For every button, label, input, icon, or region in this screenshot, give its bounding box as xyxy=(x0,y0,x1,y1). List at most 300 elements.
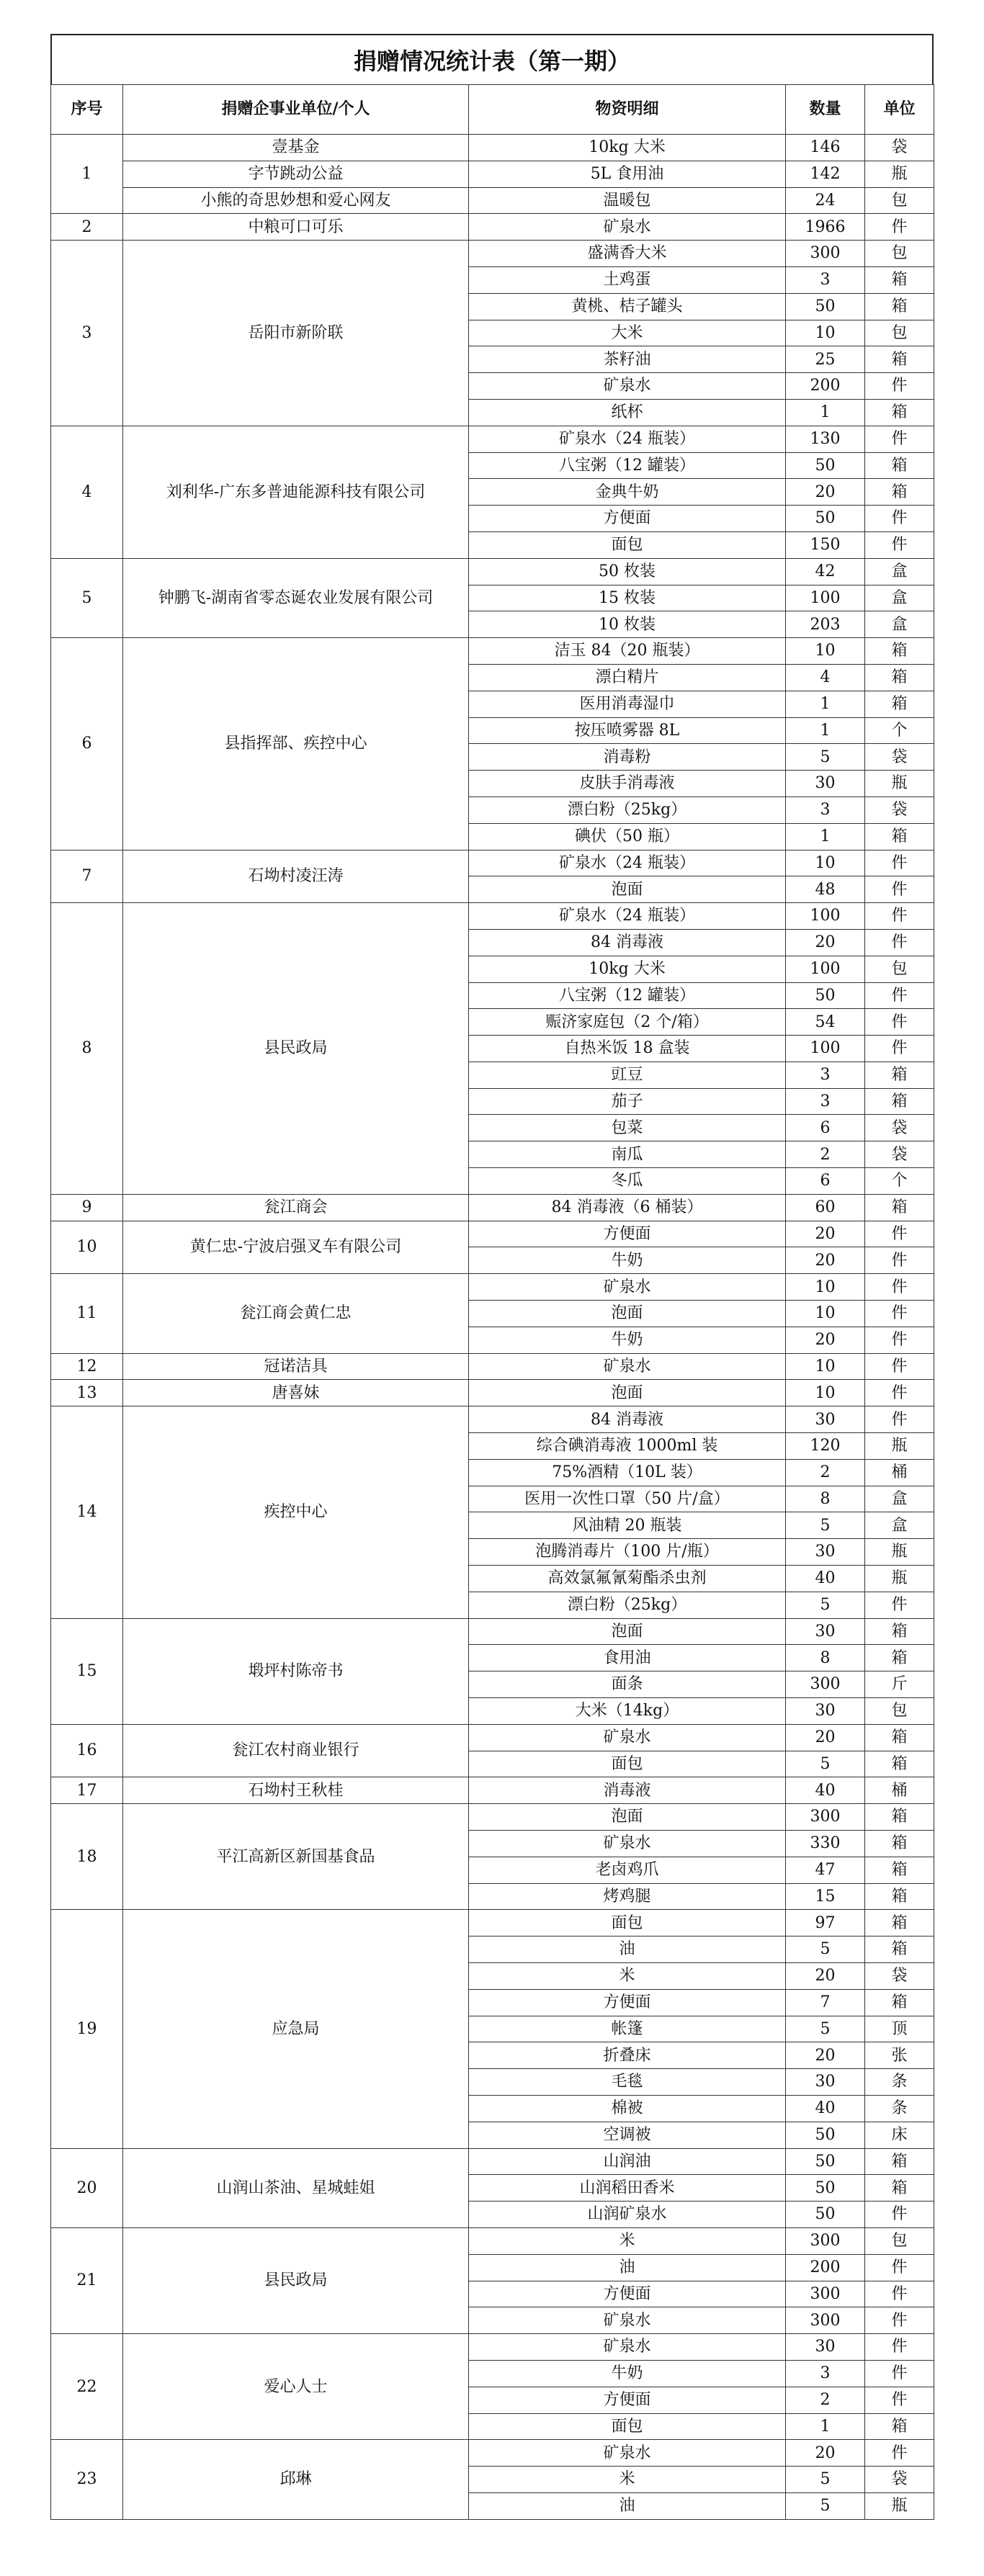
item-name: 米 xyxy=(469,1962,786,1989)
item-name: 大米（14kg） xyxy=(469,1698,786,1725)
item-unit: 件 xyxy=(865,214,934,241)
item-quantity: 20 xyxy=(786,929,865,956)
item-name: 纸杯 xyxy=(469,399,786,426)
item-name: 矿泉水 xyxy=(469,214,786,241)
item-unit: 袋 xyxy=(865,135,934,161)
item-name: 矿泉水 xyxy=(469,1831,786,1857)
donor-name: 应急局 xyxy=(123,1910,469,2148)
item-name: 茄子 xyxy=(469,1088,786,1115)
item-unit: 件 xyxy=(865,850,934,876)
item-unit: 包 xyxy=(865,956,934,982)
item-quantity: 1 xyxy=(786,399,865,426)
donor-name: 唐喜妹 xyxy=(123,1380,469,1406)
item-name: 84 消毒液（6 桶装） xyxy=(469,1194,786,1221)
item-quantity: 3 xyxy=(786,796,865,823)
item-quantity: 3 xyxy=(786,2360,865,2387)
item-name: 皮肤手消毒液 xyxy=(469,771,786,797)
item-quantity: 20 xyxy=(786,1724,865,1751)
item-unit: 袋 xyxy=(865,2467,934,2493)
item-quantity: 300 xyxy=(786,241,865,267)
item-quantity: 42 xyxy=(786,558,865,585)
item-unit: 瓶 xyxy=(865,1539,934,1566)
item-quantity: 5 xyxy=(786,2467,865,2493)
item-unit: 箱 xyxy=(865,1645,934,1671)
item-name: 矿泉水 xyxy=(469,373,786,400)
item-quantity: 300 xyxy=(786,1804,865,1831)
item-unit: 件 xyxy=(865,1301,934,1327)
row-number: 8 xyxy=(51,903,123,1195)
item-name: 矿泉水（24 瓶装） xyxy=(469,850,786,876)
item-quantity: 10 xyxy=(786,1380,865,1406)
item-unit: 床 xyxy=(865,2122,934,2148)
item-name: 牛奶 xyxy=(469,1247,786,1274)
item-name: 5L 食用油 xyxy=(469,161,786,187)
item-name: 山润稻田香米 xyxy=(469,2175,786,2202)
item-name: 10kg 大米 xyxy=(469,956,786,982)
item-name: 包菜 xyxy=(469,1115,786,1141)
table-row xyxy=(51,2148,934,2175)
item-name: 土鸡蛋 xyxy=(469,266,786,293)
table-row xyxy=(51,1777,934,1804)
item-quantity: 300 xyxy=(786,2281,865,2307)
table-row xyxy=(51,1194,934,1221)
item-name: 油 xyxy=(469,2254,786,2281)
item-name: 大米 xyxy=(469,320,786,346)
item-quantity: 6 xyxy=(786,1115,865,1141)
item-name: 碘伏（50 瓶） xyxy=(469,823,786,850)
item-unit: 瓶 xyxy=(865,1566,934,1592)
item-unit: 箱 xyxy=(865,2413,934,2440)
donor-name: 瓮江农村商业银行 xyxy=(123,1724,469,1777)
item-name: 盛满香大米 xyxy=(469,241,786,267)
item-unit: 件 xyxy=(865,426,934,452)
item-name: 10kg 大米 xyxy=(469,135,786,161)
item-unit: 件 xyxy=(865,506,934,532)
item-name: 10 枚装 xyxy=(469,611,786,638)
item-unit: 个 xyxy=(865,1168,934,1195)
item-name: 矿泉水 xyxy=(469,1724,786,1751)
item-unit: 箱 xyxy=(865,1751,934,1777)
item-quantity: 142 xyxy=(786,161,865,187)
item-quantity: 10 xyxy=(786,1353,865,1380)
donor-name: 县民政局 xyxy=(123,2227,469,2333)
item-name: 方便面 xyxy=(469,2387,786,2413)
item-name: 面包 xyxy=(469,1751,786,1777)
item-unit: 箱 xyxy=(865,346,934,373)
table-row xyxy=(51,558,934,585)
item-quantity: 7 xyxy=(786,1989,865,2016)
item-quantity: 15 xyxy=(786,1883,865,1910)
item-unit: 包 xyxy=(865,320,934,346)
table-row xyxy=(51,214,934,241)
item-quantity: 5 xyxy=(786,2492,865,2519)
item-name: 漂白粉（25kg） xyxy=(469,796,786,823)
item-unit: 箱 xyxy=(865,1883,934,1910)
table-row xyxy=(51,1804,934,1831)
item-quantity: 50 xyxy=(786,2202,865,2228)
item-unit: 箱 xyxy=(865,1804,934,1831)
item-quantity: 20 xyxy=(786,2440,865,2467)
table-row xyxy=(51,135,934,161)
donor-name: 瓮江商会 xyxy=(123,1194,469,1221)
item-name: 矿泉水（24 瓶装） xyxy=(469,903,786,930)
donor-name: 黄仁忠-宁波启强叉车有限公司 xyxy=(123,1221,469,1274)
row-number: 11 xyxy=(51,1274,123,1353)
item-name: 棉被 xyxy=(469,2095,786,2122)
item-quantity: 146 xyxy=(786,135,865,161)
donor-name: 岳阳市新阶联 xyxy=(123,241,469,426)
item-quantity: 50 xyxy=(786,2148,865,2175)
item-unit: 瓶 xyxy=(865,1433,934,1460)
item-quantity: 2 xyxy=(786,2387,865,2413)
row-number: 1 xyxy=(51,135,123,214)
item-quantity: 100 xyxy=(786,903,865,930)
item-unit: 袋 xyxy=(865,796,934,823)
item-name: 矿泉水 xyxy=(469,2334,786,2361)
item-name: 油 xyxy=(469,2492,786,2519)
item-quantity: 20 xyxy=(786,479,865,506)
item-quantity: 5 xyxy=(786,1592,865,1618)
item-name: 医用一次性口罩（50 片/盒） xyxy=(469,1486,786,1512)
item-unit: 件 xyxy=(865,2307,934,2334)
item-unit: 盒 xyxy=(865,585,934,611)
item-quantity: 4 xyxy=(786,664,865,691)
item-unit: 件 xyxy=(865,2360,934,2387)
row-number: 20 xyxy=(51,2148,123,2227)
item-unit: 个 xyxy=(865,717,934,744)
donor-name: 邱琳 xyxy=(123,2440,469,2519)
item-unit: 箱 xyxy=(865,1831,934,1857)
item-unit: 箱 xyxy=(865,823,934,850)
item-name: 油 xyxy=(469,1937,786,1963)
item-unit: 件 xyxy=(865,2334,934,2361)
donor-name: 瓮江商会黄仁忠 xyxy=(123,1274,469,1353)
item-quantity: 2 xyxy=(786,1459,865,1486)
header-item: 物资明细 xyxy=(469,85,786,135)
item-quantity: 40 xyxy=(786,1566,865,1592)
item-unit: 瓶 xyxy=(865,2492,934,2519)
item-unit: 箱 xyxy=(865,1062,934,1088)
item-name: 食用油 xyxy=(469,1645,786,1671)
item-name: 消毒粉 xyxy=(469,744,786,771)
item-name: 豇豆 xyxy=(469,1062,786,1088)
item-unit: 箱 xyxy=(865,479,934,506)
item-unit: 件 xyxy=(865,1406,934,1433)
item-name: 84 消毒液 xyxy=(469,929,786,956)
item-quantity: 10 xyxy=(786,320,865,346)
item-quantity: 5 xyxy=(786,744,865,771)
item-quantity: 20 xyxy=(786,1327,865,1353)
donor-name: 县指挥部、疾控中心 xyxy=(123,638,469,850)
item-unit: 箱 xyxy=(865,1088,934,1115)
table-row xyxy=(51,1274,934,1301)
row-number: 21 xyxy=(51,2227,123,2333)
item-quantity: 1 xyxy=(786,691,865,717)
donor-name: 县民政局 xyxy=(123,903,469,1195)
item-name: 风油精 20 瓶装 xyxy=(469,1512,786,1539)
table-row xyxy=(51,1618,934,1645)
item-quantity: 3 xyxy=(786,1062,865,1088)
item-unit: 件 xyxy=(865,1009,934,1036)
table-row xyxy=(51,1724,934,1751)
donor-name: 爱心人士 xyxy=(123,2334,469,2440)
table-row xyxy=(51,1910,934,1937)
item-quantity: 40 xyxy=(786,1777,865,1804)
table-row xyxy=(51,2334,934,2361)
item-unit: 条 xyxy=(865,2095,934,2122)
item-unit: 包 xyxy=(865,1698,934,1725)
item-name: 折叠床 xyxy=(469,2042,786,2069)
item-quantity: 20 xyxy=(786,2042,865,2069)
item-quantity: 50 xyxy=(786,2122,865,2148)
item-name: 泡面 xyxy=(469,1804,786,1831)
item-unit: 顶 xyxy=(865,2016,934,2042)
item-unit: 条 xyxy=(865,2069,934,2096)
item-name: 牛奶 xyxy=(469,2360,786,2387)
item-unit: 件 xyxy=(865,876,934,903)
item-unit: 箱 xyxy=(865,691,934,717)
item-unit: 包 xyxy=(865,187,934,214)
row-number: 4 xyxy=(51,426,123,558)
row-number: 14 xyxy=(51,1406,123,1618)
item-name: 洁玉 84（20 瓶装） xyxy=(469,638,786,665)
item-name: 50 枚装 xyxy=(469,558,786,585)
item-quantity: 203 xyxy=(786,611,865,638)
item-unit: 袋 xyxy=(865,1141,934,1168)
row-number: 16 xyxy=(51,1724,123,1777)
row-number: 12 xyxy=(51,1353,123,1380)
donation-table xyxy=(50,84,934,2520)
item-name: 医用消毒湿巾 xyxy=(469,691,786,717)
table-row xyxy=(51,1221,934,1247)
page-title: 捐赠情况统计表（第一期） xyxy=(50,34,934,84)
item-name: 茶籽油 xyxy=(469,346,786,373)
donor-name: 钟鹏飞-湖南省零态诞农业发展有限公司 xyxy=(123,558,469,637)
item-name: 泡面 xyxy=(469,1301,786,1327)
donor-name: 刘利华-广东多普迪能源科技有限公司 xyxy=(123,426,469,558)
item-name: 面包 xyxy=(469,1910,786,1937)
item-quantity: 30 xyxy=(786,2069,865,2096)
item-name: 泡面 xyxy=(469,1618,786,1645)
table-row xyxy=(51,2227,934,2254)
item-unit: 件 xyxy=(865,373,934,400)
item-quantity: 25 xyxy=(786,346,865,373)
item-unit: 箱 xyxy=(865,1618,934,1645)
donor-name: 中粮可口可乐 xyxy=(123,214,469,241)
item-unit: 包 xyxy=(865,241,934,267)
row-number: 18 xyxy=(51,1804,123,1910)
item-name: 黄桃、桔子罐头 xyxy=(469,293,786,320)
item-unit: 件 xyxy=(865,2281,934,2307)
donor-name: 山润山茶油、星城蛙姐 xyxy=(123,2148,469,2227)
item-name: 面包 xyxy=(469,2413,786,2440)
item-quantity: 330 xyxy=(786,1831,865,1857)
item-name: 自热米饭 18 盒装 xyxy=(469,1036,786,1062)
item-quantity: 48 xyxy=(786,876,865,903)
item-quantity: 1 xyxy=(786,717,865,744)
item-unit: 件 xyxy=(865,982,934,1009)
row-number: 3 xyxy=(51,241,123,426)
item-name: 帐篷 xyxy=(469,2016,786,2042)
item-quantity: 3 xyxy=(786,1088,865,1115)
item-quantity: 3 xyxy=(786,266,865,293)
item-quantity: 30 xyxy=(786,1406,865,1433)
table-row xyxy=(51,241,934,267)
item-name: 漂白粉（25kg） xyxy=(469,1592,786,1618)
item-unit: 件 xyxy=(865,2387,934,2413)
item-unit: 件 xyxy=(865,1221,934,1247)
item-name: 老卤鸡爪 xyxy=(469,1857,786,1883)
item-unit: 件 xyxy=(865,531,934,558)
item-quantity: 30 xyxy=(786,1618,865,1645)
item-unit: 件 xyxy=(865,1380,934,1406)
item-name: 15 枚装 xyxy=(469,585,786,611)
item-quantity: 300 xyxy=(786,2227,865,2254)
item-name: 矿泉水（24 瓶装） xyxy=(469,426,786,452)
item-name: 金典牛奶 xyxy=(469,479,786,506)
item-quantity: 10 xyxy=(786,850,865,876)
item-quantity: 20 xyxy=(786,1962,865,1989)
row-number: 22 xyxy=(51,2334,123,2440)
item-quantity: 5 xyxy=(786,1751,865,1777)
item-unit: 张 xyxy=(865,2042,934,2069)
item-name: 米 xyxy=(469,2227,786,2254)
item-quantity: 47 xyxy=(786,1857,865,1883)
item-name: 漂白精片 xyxy=(469,664,786,691)
donor-name: 石坳村凌汪涛 xyxy=(123,850,469,903)
item-unit: 箱 xyxy=(865,266,934,293)
item-name: 面包 xyxy=(469,531,786,558)
item-unit: 件 xyxy=(865,1274,934,1301)
row-number: 13 xyxy=(51,1380,123,1406)
item-quantity: 24 xyxy=(786,187,865,214)
donor-name: 石坳村王秋桂 xyxy=(123,1777,469,1804)
item-unit: 件 xyxy=(865,1592,934,1618)
item-unit: 箱 xyxy=(865,1989,934,2016)
item-unit: 件 xyxy=(865,1327,934,1353)
item-name: 高效氯氟氰菊酯杀虫剂 xyxy=(469,1566,786,1592)
item-name: 矿泉水 xyxy=(469,1274,786,1301)
item-name: 按压喷雾器 8L xyxy=(469,717,786,744)
table-row xyxy=(51,903,934,930)
row-number: 19 xyxy=(51,1910,123,2148)
item-unit: 件 xyxy=(865,903,934,930)
item-name: 方便面 xyxy=(469,2281,786,2307)
table-row xyxy=(51,1353,934,1380)
item-name: 南瓜 xyxy=(469,1141,786,1168)
table-body xyxy=(51,135,934,2520)
item-unit: 件 xyxy=(865,2440,934,2467)
item-unit: 瓶 xyxy=(865,771,934,797)
item-unit: 件 xyxy=(865,1036,934,1062)
item-name: 消毒液 xyxy=(469,1777,786,1804)
item-quantity: 60 xyxy=(786,1194,865,1221)
item-name: 矿泉水 xyxy=(469,1353,786,1380)
item-quantity: 20 xyxy=(786,1247,865,1274)
item-unit: 箱 xyxy=(865,638,934,665)
item-quantity: 20 xyxy=(786,1221,865,1247)
table-row xyxy=(51,161,934,187)
table-row xyxy=(51,638,934,665)
item-unit: 件 xyxy=(865,2202,934,2228)
item-quantity: 30 xyxy=(786,2334,865,2361)
item-unit: 箱 xyxy=(865,1937,934,1963)
item-name: 牛奶 xyxy=(469,1327,786,1353)
item-name: 方便面 xyxy=(469,1221,786,1247)
item-unit: 件 xyxy=(865,929,934,956)
item-quantity: 10 xyxy=(786,1301,865,1327)
item-unit: 桶 xyxy=(865,1777,934,1804)
item-quantity: 5 xyxy=(786,1512,865,1539)
item-unit: 盒 xyxy=(865,1486,934,1512)
item-quantity: 30 xyxy=(786,1698,865,1725)
item-quantity: 150 xyxy=(786,531,865,558)
item-unit: 箱 xyxy=(865,1194,934,1221)
item-unit: 箱 xyxy=(865,293,934,320)
item-quantity: 1 xyxy=(786,2413,865,2440)
item-unit: 桶 xyxy=(865,1459,934,1486)
donor-name: 平江高新区新国基食品 xyxy=(123,1804,469,1910)
header-donor: 捐赠企事业单位/个人 xyxy=(123,85,469,135)
item-quantity: 10 xyxy=(786,638,865,665)
table-row xyxy=(51,1406,934,1433)
item-name: 方便面 xyxy=(469,1989,786,2016)
item-quantity: 1966 xyxy=(786,214,865,241)
item-unit: 箱 xyxy=(865,2148,934,2175)
item-unit: 盒 xyxy=(865,1512,934,1539)
item-name: 面条 xyxy=(469,1671,786,1698)
item-unit: 瓶 xyxy=(865,161,934,187)
item-quantity: 97 xyxy=(786,1910,865,1937)
header-no: 序号 xyxy=(51,85,123,135)
item-quantity: 300 xyxy=(786,2307,865,2334)
item-unit: 箱 xyxy=(865,1910,934,1937)
donation-sheet xyxy=(50,34,934,2520)
item-name: 75%酒精（10L 装） xyxy=(469,1459,786,1486)
item-name: 八宝粥（12 罐装） xyxy=(469,452,786,479)
item-unit: 箱 xyxy=(865,664,934,691)
row-number: 15 xyxy=(51,1618,123,1724)
row-number: 17 xyxy=(51,1777,123,1804)
item-unit: 包 xyxy=(865,2227,934,2254)
item-quantity: 50 xyxy=(786,293,865,320)
item-quantity: 50 xyxy=(786,2175,865,2202)
table-row xyxy=(51,187,934,214)
item-name: 矿泉水 xyxy=(469,2440,786,2467)
donor-name: 疾控中心 xyxy=(123,1406,469,1618)
item-name: 泡面 xyxy=(469,1380,786,1406)
item-quantity: 30 xyxy=(786,1539,865,1566)
item-name: 米 xyxy=(469,2467,786,2493)
item-quantity: 300 xyxy=(786,1671,865,1698)
item-quantity: 30 xyxy=(786,771,865,797)
item-quantity: 100 xyxy=(786,585,865,611)
item-unit: 箱 xyxy=(865,1724,934,1751)
table-row xyxy=(51,1380,934,1406)
row-number: 23 xyxy=(51,2440,123,2519)
table-row xyxy=(51,850,934,876)
item-name: 山润矿泉水 xyxy=(469,2202,786,2228)
item-name: 泡腾消毒片（100 片/瓶） xyxy=(469,1539,786,1566)
item-unit: 袋 xyxy=(865,1115,934,1141)
item-quantity: 130 xyxy=(786,426,865,452)
item-unit: 箱 xyxy=(865,399,934,426)
item-name: 综合碘消毒液 1000ml 装 xyxy=(469,1433,786,1460)
donor-name: 壹基金 xyxy=(123,135,469,161)
item-quantity: 50 xyxy=(786,506,865,532)
item-quantity: 6 xyxy=(786,1168,865,1195)
header-qty: 数量 xyxy=(786,85,865,135)
